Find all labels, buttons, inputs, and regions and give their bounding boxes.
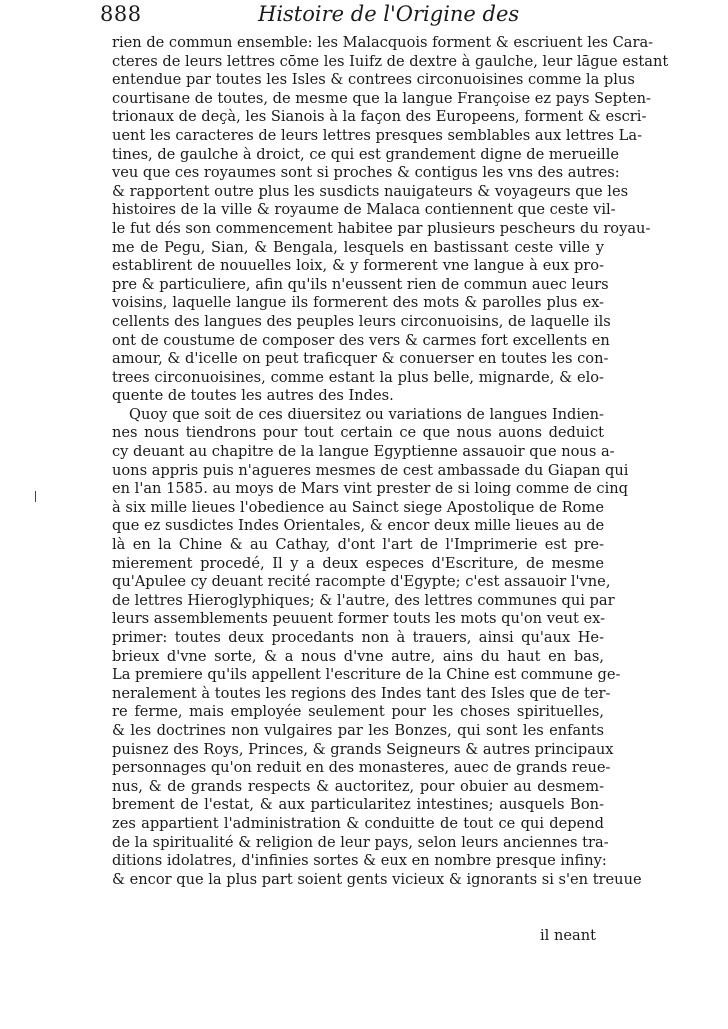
text-line: nus, & de grands respects & auctoritez, pour obuier au desmem- bbox=[112, 777, 604, 795]
catchword: il neant bbox=[540, 927, 596, 944]
text-line: que ez susdictes Indes Orientales, & encor deux mille lieues au de bbox=[112, 517, 605, 535]
text-line: courtisane de toutes, de mesme que la langue Françoise ez pays Septen- bbox=[112, 89, 651, 107]
text-line: pre & particuliere, afin qu'ils n'eussent rien de commun auec leurs bbox=[112, 275, 609, 293]
text-line: nes nous tiendrons pour tout certain ce que nous auons deduict bbox=[112, 424, 604, 442]
text-line: entendue par toutes les Isles & contrees circonuoisines comme la plus bbox=[112, 71, 635, 89]
text-line: neralement à toutes les regions des Indes tant des Isles que de ter- bbox=[112, 684, 611, 702]
text-line: en l'an 1585. au moys de Mars vint prester de si loing comme de cinq bbox=[112, 480, 629, 498]
text-line: brement de l'estat, & aux particularitez intestines; ausquels Bon- bbox=[112, 796, 604, 814]
paragraph bbox=[112, 405, 642, 889]
text-line: me de Pegu, Sian, & Bengala, lesquels en bastissant ceste ville y bbox=[112, 238, 604, 256]
text-line: & les doctrines non vulgaires par les Bonzes, qui sont les enfants bbox=[112, 721, 604, 739]
text-line: brieux d'vne sorte, & a nous d'vne autre, ains du haut en bas, bbox=[112, 647, 604, 665]
text-line: voisins, laquelle langue ils formerent des mots & parolles plus ex- bbox=[112, 294, 604, 312]
text-line: leurs assemblements peuuent former touts les mots qu'on veut ex- bbox=[112, 610, 606, 628]
text-line: La premiere qu'ils appellent l'escriture de la Chine est commune ge- bbox=[112, 666, 621, 684]
text-line: histoires de la ville & royaume de Malaca contiennent que ceste vil- bbox=[112, 201, 616, 219]
text-line: trionaux de deçà, les Sianois à la façon des Europeens, forment & escri- bbox=[112, 108, 647, 126]
text-line: trees circonuoisines, comme estant la plus belle, mignarde, & elo- bbox=[112, 368, 604, 386]
text-line: rien de commun ensemble: les Malacquois forment & escriuent les Cara- bbox=[112, 34, 654, 51]
text-line: & encor que la plus part soient gents vicieux & ignorants si s'en treuue bbox=[112, 870, 642, 888]
page-header bbox=[100, 2, 600, 30]
text-line: zes appartient l'administration & conduitte de tout ce qui depend bbox=[112, 814, 604, 832]
text-line: mierement procedé, Il y a deux especes d'Escriture, de mesme bbox=[112, 554, 604, 572]
text-line: le fut dés son commencement habitee par plusieurs pescheurs du royau- bbox=[112, 219, 651, 237]
text-line: cellents des langues des peuples leurs circonuoisins, de laquelle ils bbox=[112, 312, 611, 330]
text-line: uons appris puis n'agueres mesmes de cest ambassade du Giapan qui bbox=[112, 461, 629, 479]
margin-mark bbox=[35, 491, 36, 502]
paragraph bbox=[112, 34, 669, 406]
text-line: cy deuant au chapitre de la langue Egyptienne assauoir que nous a- bbox=[112, 443, 615, 461]
text-line: puisnez des Roys, Princes, & grands Seigneurs & autres principaux bbox=[112, 740, 614, 758]
text-line: à six mille lieues l'obedience au Sainct siege Apostolique de Rome bbox=[112, 498, 604, 516]
text-line: veu que ces royaumes sont si proches & contigus les vns des autres: bbox=[112, 164, 620, 182]
body-text bbox=[112, 34, 669, 889]
text-line: Quoy que soit de ces diuersitez ou variations de langues Indien- bbox=[129, 405, 604, 423]
text-line: quente de toutes les autres des Indes. bbox=[112, 387, 394, 405]
text-line: de lettres Hieroglyphiques; & l'autre, des lettres communes qui par bbox=[112, 591, 615, 609]
text-line: establirent de nouuelles loix, & y formerent vne langue à eux pro- bbox=[112, 257, 604, 275]
text-line: là en la Chine & au Cathay, d'ont l'art de l'Imprimerie est pre- bbox=[112, 536, 604, 554]
running-title: Histoire de l'Origine des bbox=[258, 2, 520, 26]
text-line: tines, de gaulche à droict, ce qui est grandement digne de merueille bbox=[112, 145, 620, 163]
text-line: amour, & d'icelle on peut traficquer & conuerser en toutes les con- bbox=[112, 350, 609, 368]
text-line: de la spiritualité & religion de leur pays, selon leurs anciennes tra- bbox=[112, 833, 609, 851]
text-line: primer: toutes deux procedants non à trauers, ainsi qu'aux He- bbox=[112, 629, 604, 646]
text-line: qu'Apulee cy deuant recité racompte d'Egypte; c'est assauoir l'vne, bbox=[112, 573, 611, 591]
text-line: ont de coustume de composer des vers & carmes fort excellents en bbox=[112, 331, 610, 349]
page-number: 888 bbox=[100, 2, 142, 26]
text-line: ditions idolatres, d'infinies sortes & eux en nombre presque infiny: bbox=[112, 852, 607, 870]
text-line: personnages qu'on reduit en des monasteres, auec de grands reue- bbox=[112, 759, 611, 777]
text-line: & rapportent outre plus les susdicts nauigateurs & voyageurs que les bbox=[112, 182, 629, 200]
text-line: uent les caracteres de leurs lettres presques semblables aux lettres La- bbox=[112, 126, 642, 144]
text-line: cteres de leurs lettres cōme les Iuifz de dextre à gaulche, leur lāgue estant bbox=[112, 52, 669, 70]
text-line: re ferme, mais employée seulement pour les choses spirituelles, bbox=[112, 703, 604, 721]
